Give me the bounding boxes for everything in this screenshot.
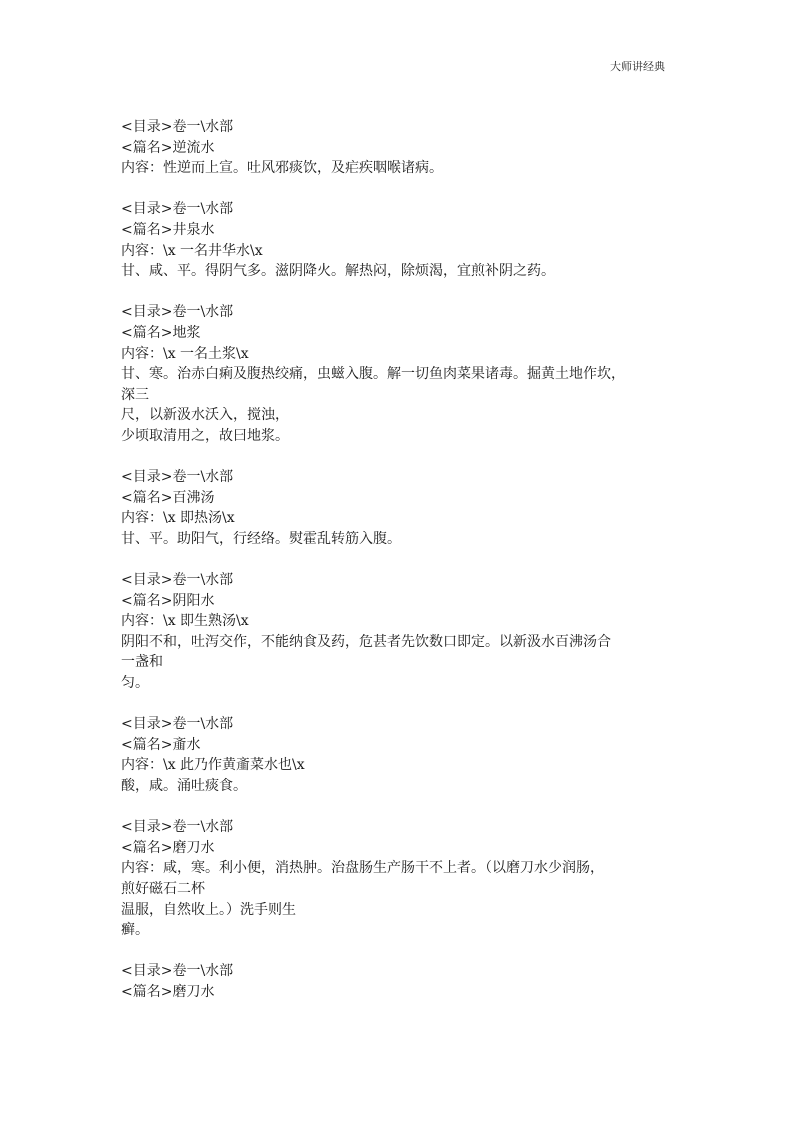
title-line: <篇名>齑水 (121, 736, 201, 753)
entry (121, 117, 691, 179)
title-line: <篇名>磨刀水 (121, 983, 215, 1000)
entry (121, 961, 691, 1002)
content-line: 内容：咸，寒。利小便，消热肿。治盘肠生产肠干不上者。（以磨刀水少润肠， (121, 860, 604, 877)
title-line: <篇名>井泉水 (121, 221, 215, 238)
catalog-line: <目录>卷一\水部 (121, 963, 234, 980)
content-line: 内容：\x 此乃作黄齑菜水也\x (121, 757, 305, 774)
content-line: 甘、平。助阳气，行经络。熨霍乱转筋入腹。 (121, 530, 401, 547)
document-body (121, 117, 691, 1023)
title-line: <篇名>磨刀水 (121, 839, 215, 856)
content-line: 内容：\x 即热汤\x (121, 510, 235, 527)
content-line: 阴阳不和，吐泻交作，不能纳食及药，危甚者先饮数口即定。以新汲水百沸汤合 (121, 633, 611, 650)
catalog-line: <目录>卷一\水部 (121, 201, 234, 218)
entry (121, 467, 691, 549)
title-line: <篇名>地浆 (121, 324, 201, 341)
header-title: 大师讲经典 (610, 60, 665, 73)
content-line: 癣。 (121, 922, 149, 939)
content-line: 深三 (121, 386, 149, 403)
content-line: 匀。 (121, 675, 149, 692)
entry (121, 199, 691, 281)
content-line: 酸，咸。涌吐痰食。 (121, 778, 247, 794)
content-line: 少顷取清用之，故曰地浆。 (121, 427, 289, 444)
catalog-line: <目录>卷一\水部 (121, 819, 234, 836)
page-header (610, 58, 665, 74)
catalog-line: <目录>卷一\水部 (121, 716, 234, 733)
content-line: 一盏和 (121, 654, 163, 671)
content-line: 尺，以新汲水沃入，搅浊， (121, 407, 289, 424)
content-line: 甘、寒。治赤白痢及腹热绞痛，虫螆入腹。解一切鱼肉菜果诸毒。掘黄土地作坎， (121, 366, 625, 383)
title-line: <篇名>逆流水 (121, 139, 215, 156)
catalog-line: <目录>卷一\水部 (121, 572, 234, 589)
content-line: 内容：\x 即生熟汤\x (121, 613, 249, 630)
catalog-line: <目录>卷一\水部 (121, 469, 234, 486)
content-line: 煎好磁石二杯 (121, 880, 205, 897)
title-line: <篇名>阴阳水 (121, 592, 215, 609)
entry (121, 714, 691, 796)
catalog-line: <目录>卷一\水部 (121, 119, 234, 135)
entry (121, 817, 691, 941)
content-line: 内容：\x 一名井华水\x (121, 242, 263, 259)
content-line: 甘、咸、平。得阴气多。滋阴降火。解热闷，除烦渴，宜煎补阴之药。 (121, 263, 555, 280)
entry (121, 302, 691, 446)
title-line: <篇名>百沸汤 (121, 489, 215, 506)
entry (121, 570, 691, 694)
content-line: 温服，自然收上。）洗手则生 (121, 901, 296, 918)
content-line: 内容：性逆而上宣。吐风邪痰饮，及疟疾咽喉诸病。 (121, 160, 443, 177)
content-line: 内容：\x 一名土浆\x (121, 345, 249, 362)
catalog-line: <目录>卷一\水部 (121, 304, 234, 321)
